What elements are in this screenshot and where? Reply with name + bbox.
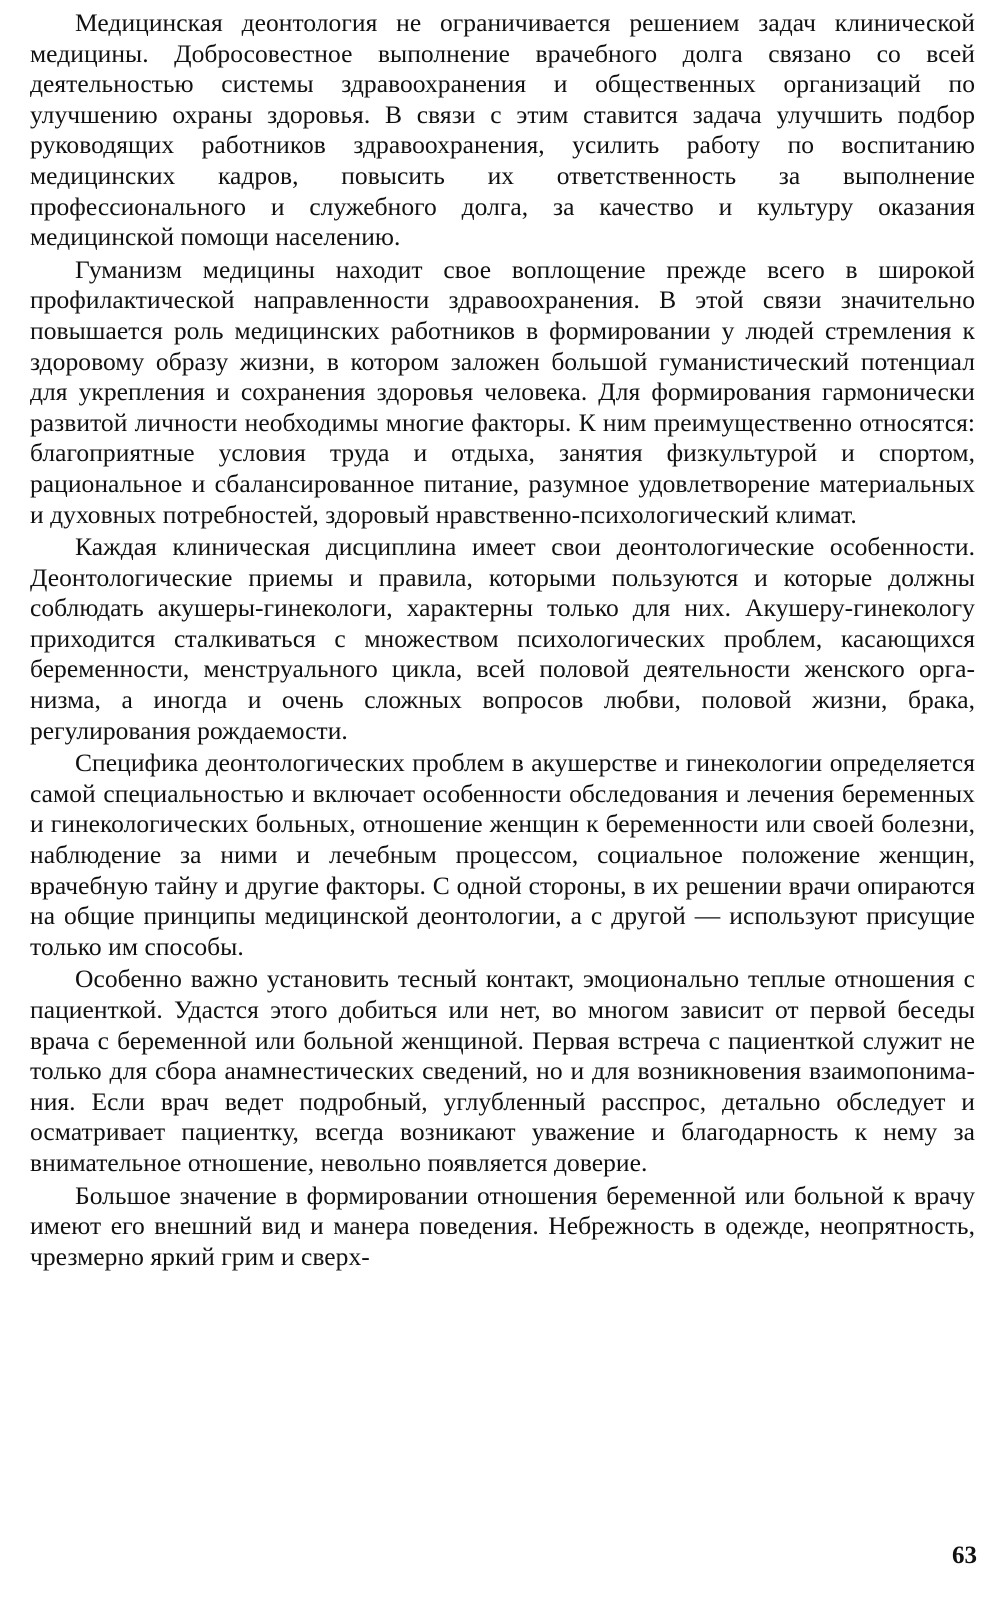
paragraph-6: Большое значение в формировании отношения беременной или больной к врачу имеют его внешний вид и манера поведения. Небрежность в одежде, неопрятность, чрезмерно яркий грим и сверх- bbox=[30, 1180, 975, 1271]
body-text bbox=[30, 8, 975, 1274]
paragraph-2: Гуманизм медицины находит свое воплощение прежде всего в широкой профилактической направленности здравоохранения. В этой связи значительно повышается роль медицинских работников в формировании у людей стремления к здоровому образу жизни, в котором заложен большой гуманистический потенциал для укрепления и сохранения здоровья человека. Для формирования гармонически развитой личности необходимы многие факторы. К ним преимущественно относятся: благоприятные условия труда и отдыха, занятия физкультурой и спортом, рациональное и сбалансированное питание, разумное удовлетворение материальных и духовных потребностей, здоровый нравственно-психологический климат. bbox=[30, 254, 975, 529]
page-number: 63 bbox=[952, 1542, 977, 1569]
paragraph-5: Особенно важно установить тесный контакт, эмоционально теплые отношения с пациенткой. Удастся этого добиться или нет, во многом зависит от первой беседы врача с беременной или больной женщиной. Первая встреча с пациенткой служит не только для сбора анамнестических сведений, но и для возникновения взаимопонимания. Если врач ведет подробный, углубленный расспрос, детально обследует и осматривает пациентку, всегда возникают уважение и благодарность к нему за внимательное отношение, невольно появляется доверие. bbox=[30, 964, 975, 1177]
paragraph-4: Специфика деонтологических проблем в акушерстве и гинекологии определяется самой специальностью и включает особенности обследования и лечения беременных и гинекологических больных, отношение женщин к беременности или своей болезни, наблюдение за ними и лечебным процессом, социальное положение женщин, врачебную тайну и другие факторы. С одной стороны, в их решении врачи опираются на общие принципы медицинской деонтологии, а с другой — используют присущие только им способы. bbox=[30, 748, 975, 961]
paragraph-3: Каждая клиническая дисциплина имеет свои деонтологические особенности. Деонтологические приемы и правила, которыми пользуются и которые должны соблюдать акушеры-гинекологи, характерны только для них. Акушеру-гинекологу приходится сталкиваться с множеством психологических проблем, касающихся беременности, менструального цикла, всей половой деятельности женского организма, а иногда и очень сложных вопросов любви, половой жизни, брака, регулирования рождаемости. bbox=[30, 532, 975, 745]
paragraph-1: Медицинская деонтология не ограничивается решением задач клинической медицины. Добросовестное выполнение врачебного долга связано со всей деятельностью системы здравоохранения и общественных организаций по улучшению охраны здоровья. В связи с этим ставится задача улучшить подбор руководящих работников здравоохранения, усилить работу по воспитанию медицинских кадров, повысить их ответственность за выполнение профессионального и служебного долга, за качество и культуру оказания медицинской помощи населению. bbox=[30, 8, 975, 252]
